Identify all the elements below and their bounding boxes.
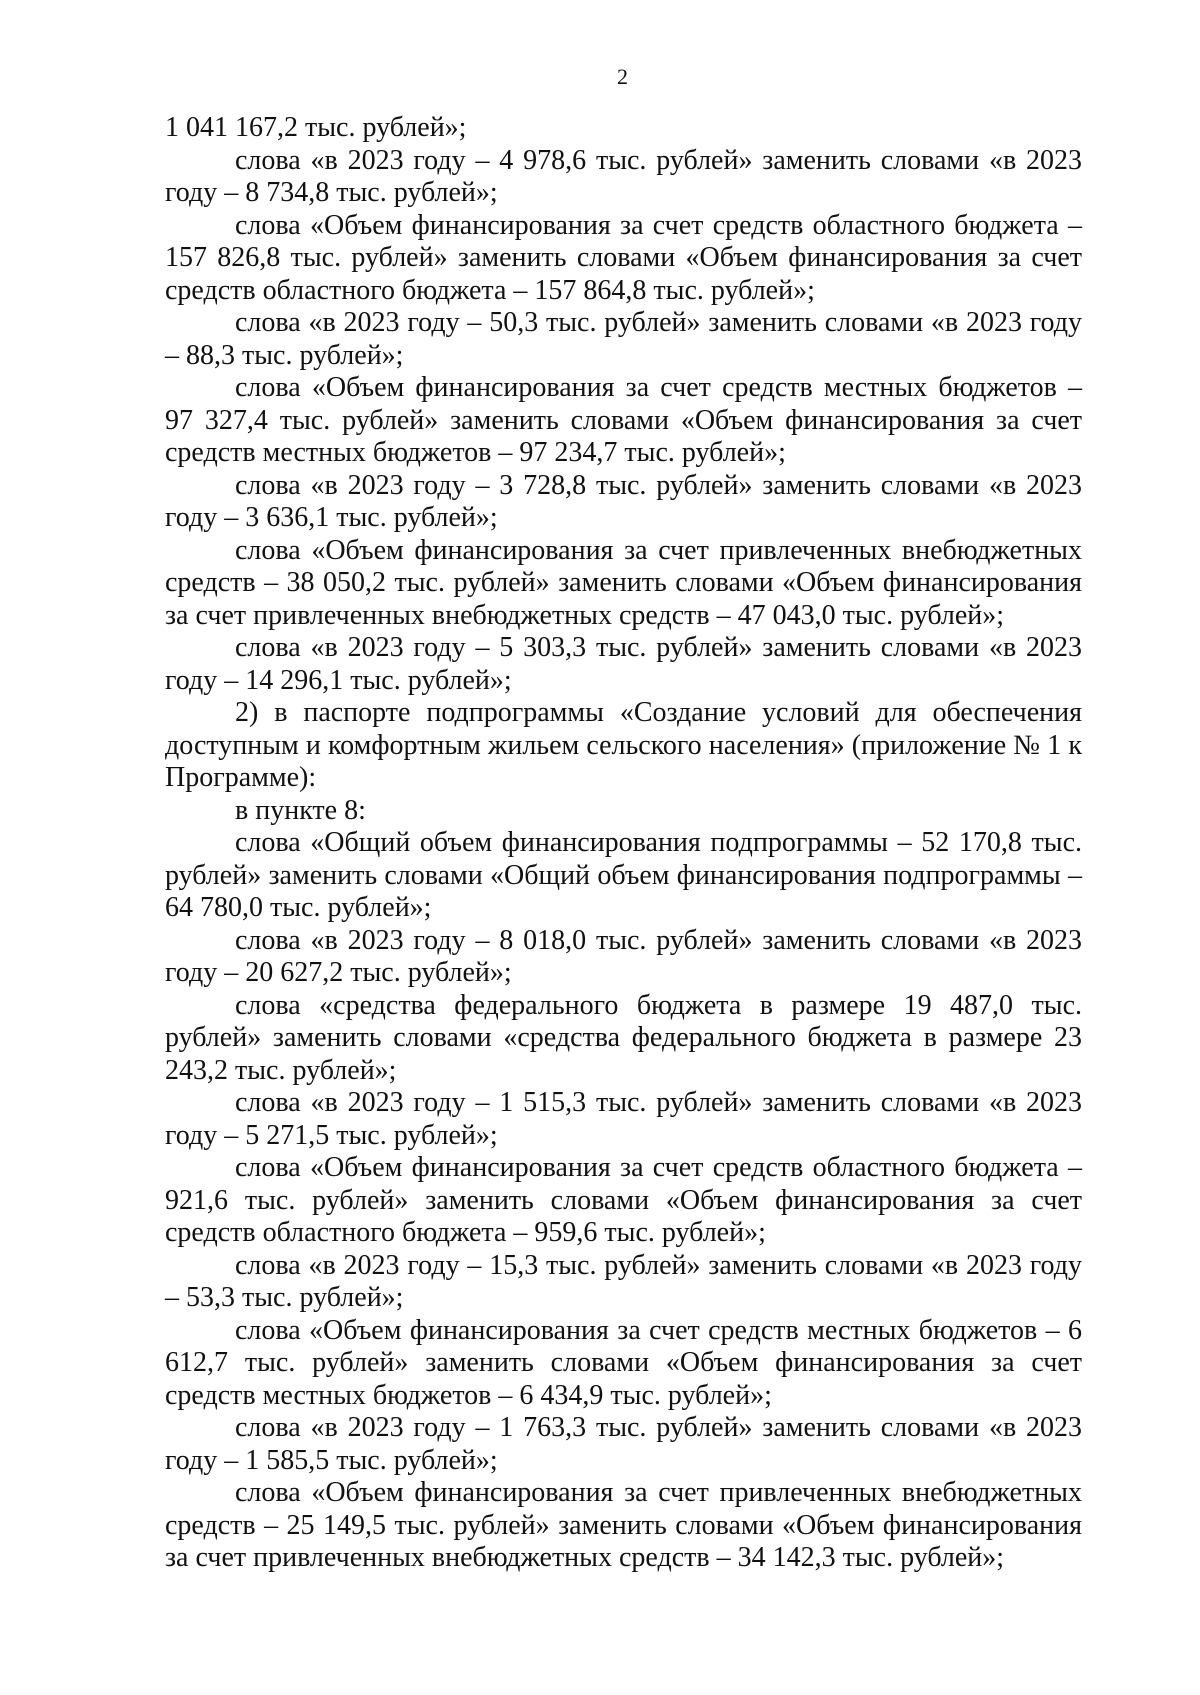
- document-paragraph: слова «Объем финансирования за счет средств областного бюджета – 157 826,8 тыс. рублей» заменить словами «Объем финансирования за счет средств областного бюджета – 157 864,8 тыс. рублей»;: [165, 209, 1082, 306]
- document-paragraph: слова «в 2023 году – 8 018,0 тыс. рублей» заменить словами «в 2023 году – 20 627,2 тыс. рублей»;: [165, 924, 1082, 988]
- document-paragraph: слова «Объем финансирования за счет средств местных бюджетов – 6 612,7 тыс. рублей» заменить словами «Объем финансирования за счет средств местных бюджетов – 6 434,9 тыс. рублей»;: [165, 1314, 1082, 1411]
- document-paragraph: слова «в 2023 году – 5 303,3 тыс. рублей» заменить словами «в 2023 году – 14 296,1 тыс. рублей»;: [165, 632, 1082, 696]
- document-paragraph: слова «Объем финансирования за счет средств областного бюджета – 921,6 тыс. рублей» заменить словами «Объем финансирования за счет средств областного бюджета – 959,6 тыс. рублей»;: [165, 1152, 1082, 1248]
- document-paragraph: слова «Объем финансирования за счет средств местных бюджетов – 97 327,4 тыс. рублей» заменить словами «Объем финансирования за счет средств местных бюджетов – 97 234,7 тыс. рублей»;: [165, 372, 1082, 468]
- document-paragraph: слова «средства федерального бюджета в размере 19 487,0 тыс. рублей» заменить словами «средства федерального бюджета в размере 23 243,2 тыс. рублей»;: [165, 989, 1082, 1086]
- document-paragraph: 2) в паспорте подпрограммы «Создание условий для обеспечения доступным и комфортным жильем сельского населения» (приложение № 1 к Программе):: [165, 697, 1082, 793]
- document-paragraph: слова «в 2023 году – 1 515,3 тыс. рублей» заменить словами «в 2023 году – 5 271,5 тыс. рублей»;: [165, 1087, 1082, 1151]
- document-body: [165, 112, 1082, 1575]
- document-paragraph: слова «в 2023 году – 3 728,8 тыс. рублей» заменить словами «в 2023 году – 3 636,1 тыс. рублей»;: [165, 469, 1082, 533]
- document-paragraph: слова «в 2023 году – 50,3 тыс. рублей» заменить словами «в 2023 году – 88,3 тыс. рублей»;: [165, 307, 1082, 371]
- page-number: 2: [617, 64, 628, 89]
- document-paragraph: слова «Объем финансирования за счет привлеченных внебюджетных средств – 38 050,2 тыс. рублей» заменить словами «Объем финансирования за счет привлеченных внебюджетных средств – 47 043,0 тыс. рублей»;: [165, 534, 1082, 631]
- document-paragraph: слова «Общий объем финансирования подпрограммы – 52 170,8 тыс. рублей» заменить словами «Общий объем финансирования подпрограммы – 64 780,0 тыс. рублей»;: [165, 827, 1082, 923]
- document-paragraph: слова «в 2023 году – 15,3 тыс. рублей» заменить словами «в 2023 году – 53,3 тыс. рублей»;: [165, 1249, 1082, 1313]
- document-paragraph: слова «в 2023 году – 1 763,3 тыс. рублей» заменить словами «в 2023 году – 1 585,5 тыс. рублей»;: [165, 1412, 1082, 1476]
- document-paragraph: в пункте 8:: [235, 794, 366, 826]
- document-paragraph: слова «в 2023 году – 4 978,6 тыс. рублей» заменить словами «в 2023 году – 8 734,8 тыс. рублей»;: [165, 144, 1082, 208]
- document-paragraph: 1 041 167,2 тыс. рублей»;: [165, 112, 467, 143]
- document-paragraph: слова «Объем финансирования за счет привлеченных внебюджетных средств – 25 149,5 тыс. рублей» заменить словами «Объем финансирования за счет привлеченных внебюджетных средств – 34 142,3 тыс. рублей»;: [165, 1477, 1082, 1573]
